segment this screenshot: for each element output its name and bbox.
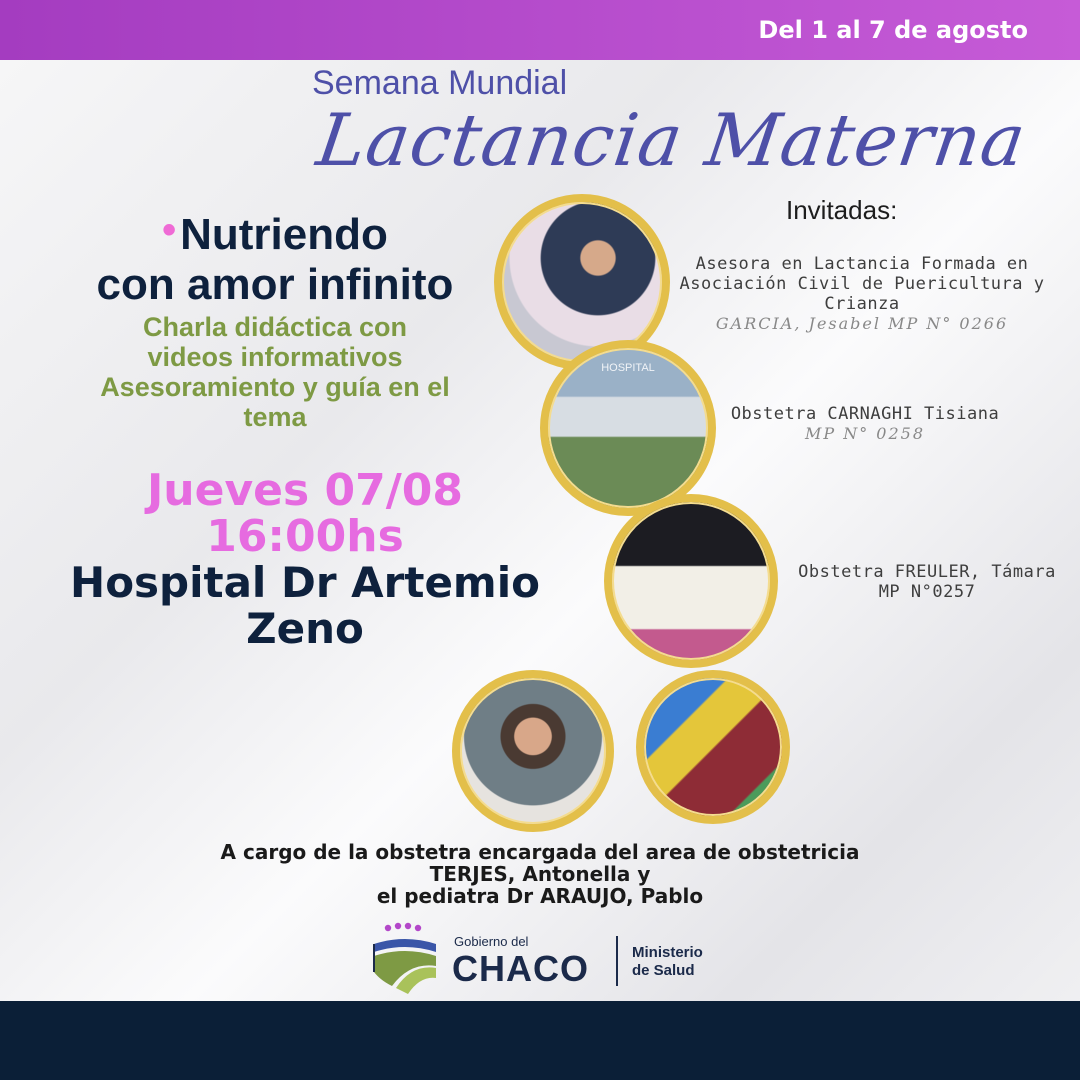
- guest-role: Asesora en Lactancia Formada en: [695, 254, 1029, 274]
- footer-line2: TERJES, Antonella y: [429, 862, 651, 886]
- description-line: videos informativos: [147, 342, 403, 372]
- hospital-sign-text: HOSPITAL: [601, 362, 655, 374]
- venue-line1: Hospital Dr Artemio: [70, 558, 540, 607]
- description-line: tema: [243, 402, 307, 432]
- logo-chaco: CHACO: [452, 948, 589, 989]
- title-lactancia-materna: Lactancia Materna: [312, 98, 1032, 182]
- guest-org: Asociación Civil de Puericultura y Crianza: [679, 274, 1045, 314]
- venue-line2: Zeno: [246, 604, 364, 653]
- photo-terjes: [452, 670, 614, 832]
- event-description: [30, 312, 520, 432]
- date-range: Del 1 al 7 de agosto: [758, 16, 1028, 44]
- guest-freuler: [784, 562, 1070, 602]
- description-line: Charla didáctica con: [142, 312, 408, 342]
- logo-gobierno-del: Gobierno del: [454, 934, 529, 949]
- guest-license: MP N°0257: [878, 582, 976, 602]
- footer-credits: [140, 841, 940, 907]
- gobierno-chaco-logo: [370, 922, 730, 1000]
- logo-ministerio: [632, 944, 703, 980]
- guest-signature: GARCIA, Jesabel MP N° 0266: [715, 314, 1009, 333]
- ministry-line1: Ministerio: [632, 944, 703, 961]
- photo-freuler: [604, 494, 778, 668]
- footer-line3: el pediatra Dr ARAUJO, Pablo: [376, 884, 704, 908]
- title-semana-mundial: Semana Mundial: [312, 64, 568, 102]
- guest-name: Obstetra CARNAGHI Tisiana: [730, 404, 1000, 424]
- headline-line2: con amor infinito: [96, 260, 454, 309]
- event-headline: [40, 205, 510, 310]
- guest-name: Obstetra FREULER, Támara: [798, 562, 1056, 582]
- chaco-emblem-icon: [370, 922, 440, 998]
- guest-signature: MP N° 0258: [804, 424, 926, 443]
- ministry-line2: de Salud: [632, 962, 695, 979]
- event-datetime: [60, 465, 550, 562]
- description-line: Asesoramiento y guía en el: [100, 372, 450, 402]
- event-day: Jueves 07/08: [146, 465, 464, 516]
- guest-carnaghi: [718, 404, 1012, 443]
- photo-carnaghi: [540, 340, 716, 516]
- logo-divider: [616, 936, 618, 986]
- headline-line1: Nutriendo: [180, 210, 388, 259]
- bottom-banner: [0, 1001, 1080, 1080]
- event-venue: [20, 560, 590, 652]
- photo-araujo: [636, 670, 790, 824]
- guests-heading: Invitadas:: [786, 195, 898, 225]
- footer-line1: A cargo de la obstetra encargada del area de obstetricia: [220, 840, 860, 864]
- bullet-dot-icon: •: [162, 208, 177, 252]
- event-time: 16:00hs: [206, 511, 404, 562]
- guest-garcia: [662, 254, 1062, 333]
